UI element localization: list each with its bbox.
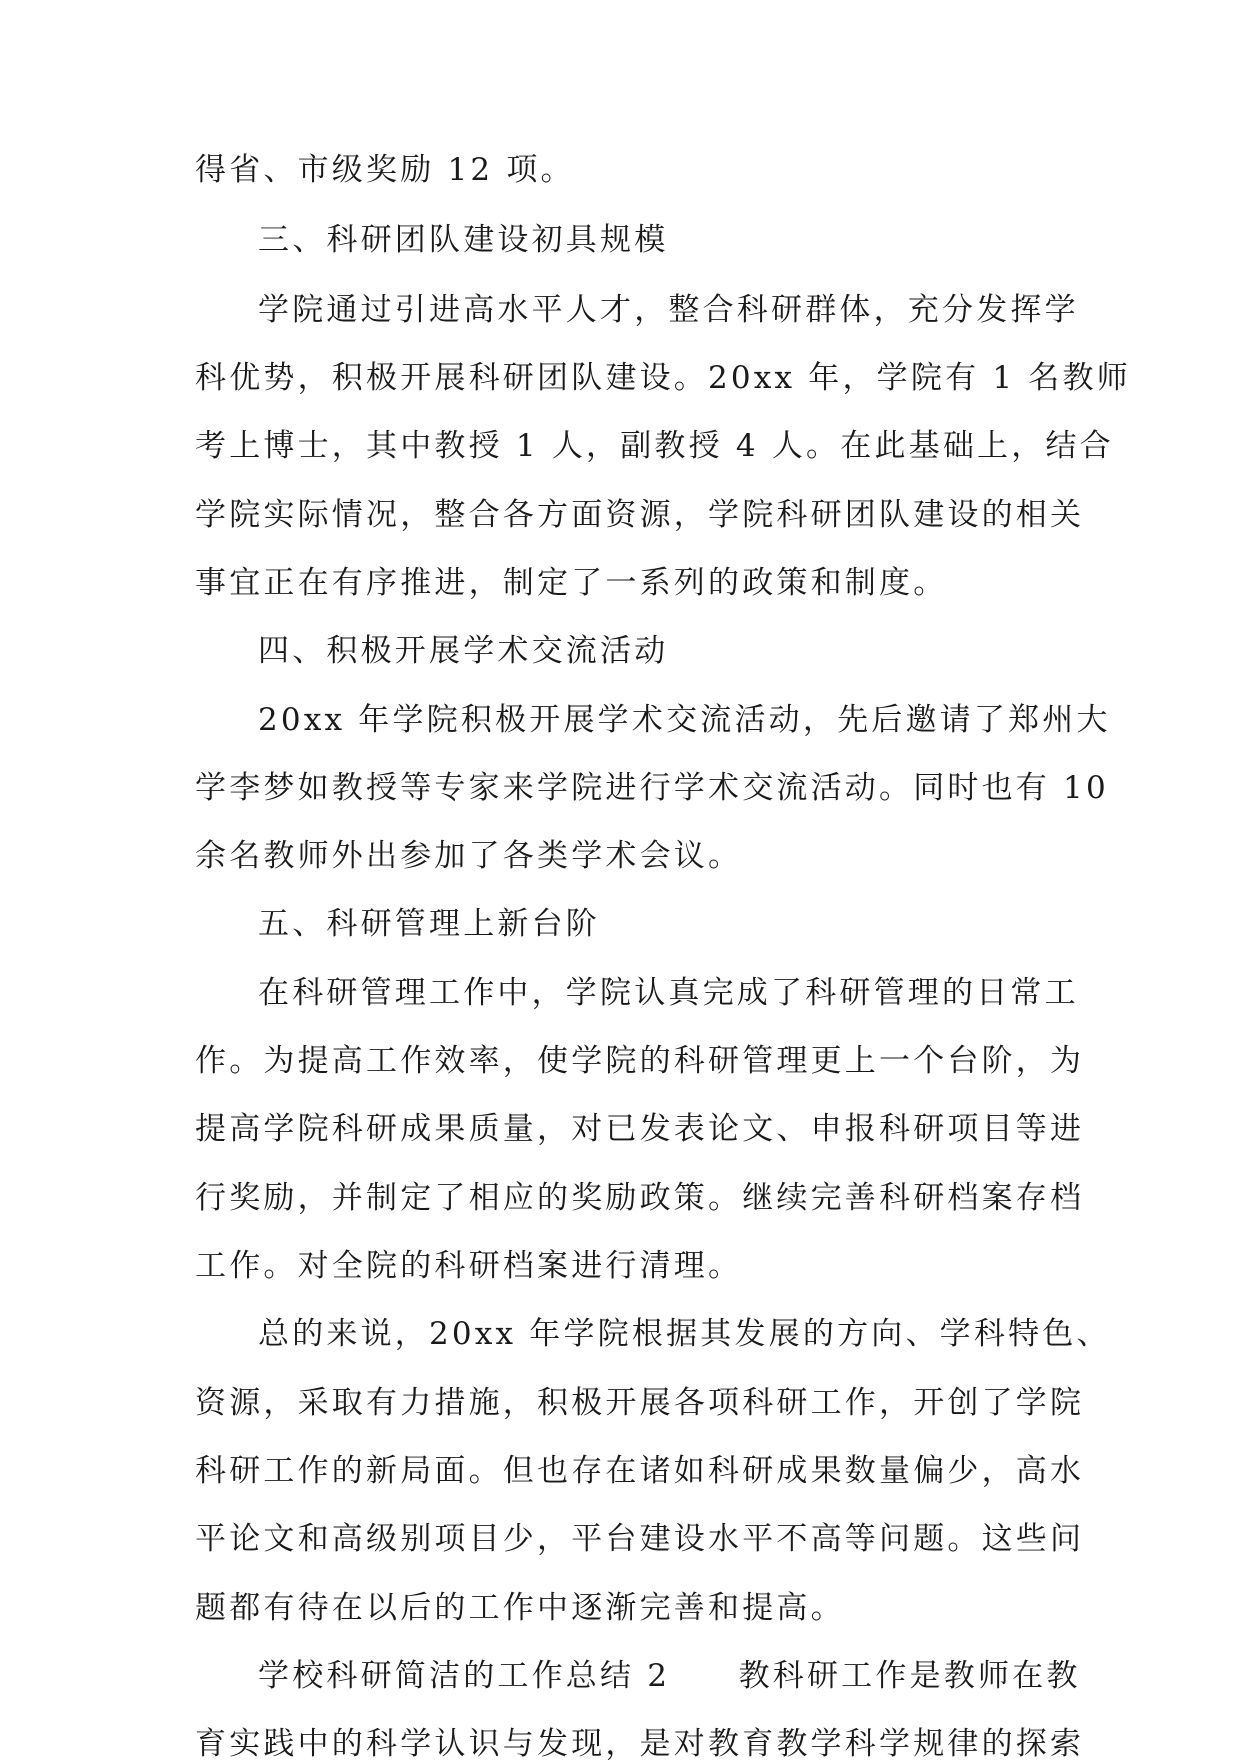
text-line-24: 育实践中的科学认识与发现，是对教育教学科学规律的探索 bbox=[195, 1726, 1085, 1762]
section-heading-3: 三、科研团队建设初具规模 bbox=[258, 222, 669, 258]
text-line-17: 工作。对全院的科研档案进行清理。 bbox=[195, 1248, 743, 1284]
text-line-5: 考上博士，其中教授 1 人，副教授 4 人。在此基础上，结合 bbox=[195, 428, 1114, 464]
text-line-7: 事宜正在有序推进，制定了一系列的政策和制度。 bbox=[195, 565, 948, 601]
section-heading-5: 五、科研管理上新台阶 bbox=[258, 906, 600, 942]
text-line-22: 题都有待在以后的工作中逐渐完善和提高。 bbox=[195, 1590, 845, 1626]
section-heading-4: 四、积极开展学术交流活动 bbox=[258, 633, 669, 669]
text-line-20: 科研工作的新局面。但也存在诸如科研成果数量偏少，高水 bbox=[195, 1453, 1085, 1489]
text-line-11: 余名教师外出参加了各类学术会议。 bbox=[195, 838, 743, 874]
text-line-3: 学院通过引进高水平人才，整合科研群体，充分发挥学 bbox=[258, 292, 1079, 328]
text-line-19: 资源，采取有力措施，积极开展各项科研工作，开创了学院 bbox=[195, 1385, 1085, 1421]
text-line-1: 得省、市级奖励 12 项。 bbox=[195, 152, 575, 188]
text-line-9: 20xx 年学院积极开展学术交流活动，先后邀请了郑州大 bbox=[258, 702, 1111, 738]
text-line-6: 学院实际情况，整合各方面资源，学院科研团队建设的相关 bbox=[195, 497, 1085, 533]
text-line-23: 学校科研简洁的工作总结 2 教科研工作是教师在教 bbox=[258, 1658, 1081, 1694]
text-line-14: 作。为提高工作效率，使学院的科研管理更上一个台阶，为 bbox=[195, 1043, 1085, 1079]
text-line-21: 平论文和高级别项目少，平台建设水平不高等问题。这些问 bbox=[195, 1521, 1085, 1557]
text-line-13: 在科研管理工作中，学院认真完成了科研管理的日常工 bbox=[258, 975, 1079, 1011]
text-line-4: 科优势，积极开展科研团队建设。20xx 年，学院有 1 名教师 bbox=[195, 360, 1131, 396]
text-line-16: 行奖励，并制定了相应的奖励政策。继续完善科研档案存档 bbox=[195, 1180, 1085, 1216]
text-line-10: 学李梦如教授等专家来学院进行学术交流活动。同时也有 10 bbox=[195, 770, 1109, 806]
text-line-18: 总的来说，20xx 年学院根据其发展的方向、学科特色、 bbox=[258, 1316, 1111, 1352]
text-line-15: 提高学院科研成果质量，对已发表论文、申报科研项目等进 bbox=[195, 1111, 1085, 1147]
